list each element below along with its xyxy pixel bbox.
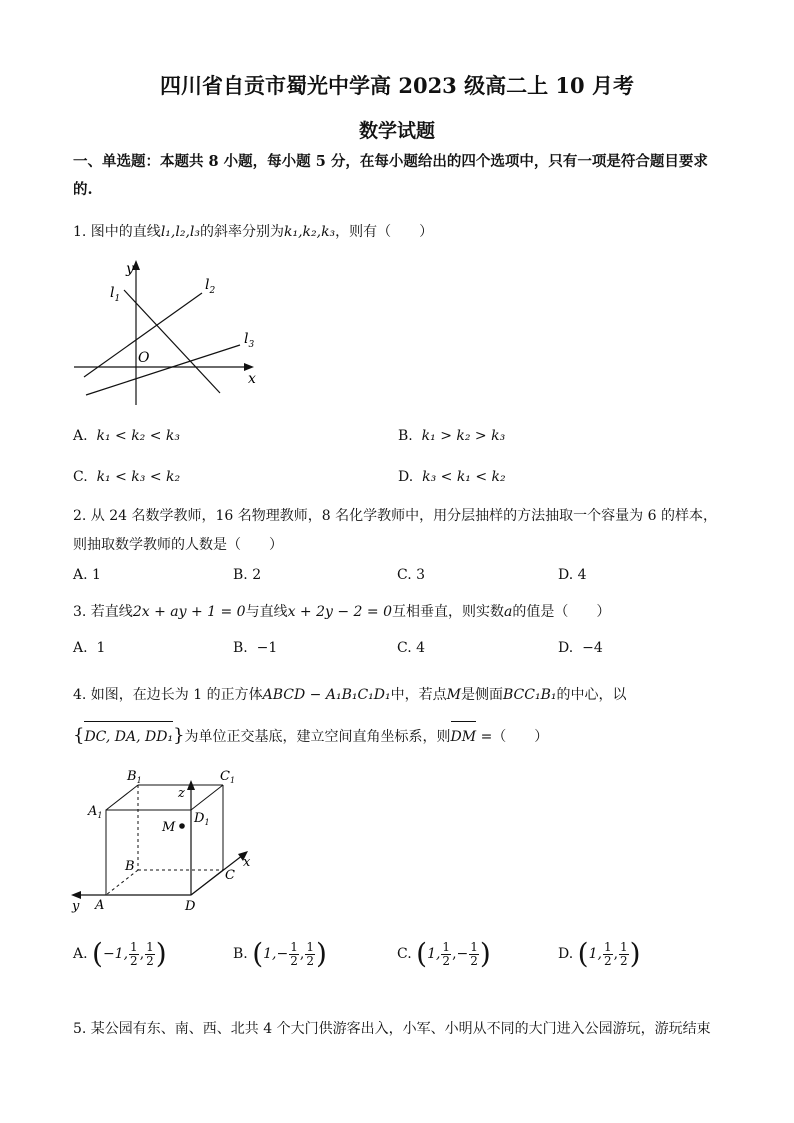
page-title: 四川省自贡市蜀光中学高 2023 级高二上 10 月考: [160, 73, 634, 98]
label-l1: $l_1$: [110, 285, 121, 304]
label-x: x: [248, 371, 256, 387]
label-z: z: [178, 786, 185, 801]
label-M: M: [162, 820, 176, 835]
line-l3: [86, 345, 240, 395]
question-2-option-a[interactable]: A. 1: [73, 567, 101, 583]
question-4-stem-line2: {DC, DA, DD₁}为单位正交基底，建立空间直角坐标系，则DM =（ ）: [73, 722, 723, 751]
label-D1: $D_1$: [194, 811, 210, 827]
label-l3: $l_3$: [244, 331, 255, 350]
question-3-stem: 3. 若直线2x + ay + 1 = 0与直线x + 2y − 2 = 0互相垂直，则实数a的值是（ ）: [73, 604, 611, 620]
question-1-option-a[interactable]: A. k₁ < k₂ < k₃: [73, 428, 181, 444]
label-C: C: [225, 868, 235, 883]
basis-vectors: DC, DA, DD₁: [84, 723, 173, 751]
label-A: A: [95, 898, 105, 913]
label-l2: $l_2$: [205, 277, 216, 296]
question-1-option-b[interactable]: B. k₁ > k₂ > k₃: [398, 428, 506, 444]
x-axis-arrow: [244, 363, 254, 371]
x-axis: [191, 855, 243, 895]
question-2-stem: 2. 从 24 名数学教师，16 名物理教师，8 名化学教师中，用分层抽样的方法抽取一个容量为 6 的样本，则抽取数学教师的人数是（ ）: [73, 508, 717, 553]
question-3-option-d[interactable]: D. −4: [558, 640, 603, 656]
page-subtitle: 数学试题: [358, 120, 435, 142]
question-1-figure: [72, 255, 267, 410]
question-1-option-d[interactable]: D. k₃ < k₁ < k₂: [398, 469, 506, 485]
front-face: [106, 810, 191, 895]
question-4-option-b[interactable]: B. (1,− $\frac{1}{2}$ , $\frac{1}{2}$ ): [233, 937, 327, 970]
question-3-option-b[interactable]: B. −1: [233, 640, 278, 656]
target-vector: DM: [451, 723, 477, 751]
section-heading: 一、单选题：本题共 8 小题，每小题 5 分，在每小题给出的四个选项中，只有一项是符合题目要求的.: [73, 153, 708, 198]
label-B: B: [125, 859, 135, 874]
question-2-option-d[interactable]: D. 4: [558, 567, 587, 583]
edge-A1B1: [106, 785, 138, 810]
question-4-option-c[interactable]: C. (1, $\frac{1}{2}$ ,− $\frac{1}{2}$ ): [397, 937, 491, 970]
label-D: D: [185, 899, 196, 914]
question-3-option-a[interactable]: A. 1: [73, 640, 106, 656]
edge-D1C1: [191, 785, 223, 810]
label-origin: O: [138, 350, 150, 366]
label-x: x: [243, 855, 251, 870]
question-1-stem: 1. 图中的直线l₁,l₂,l₃的斜率分别为k₁,k₂,k₃，则有（ ）: [73, 224, 434, 240]
label-y: y: [126, 261, 134, 277]
question-5-stem: 5. 某公园有东、南、西、北共 4 个大门供游客出入，小军、小明从不同的大门进入公园游玩，游玩结束: [73, 1021, 711, 1037]
label-B1: $B_1$: [127, 769, 142, 785]
question-2-option-b[interactable]: B. 2: [233, 567, 262, 583]
question-3-option-c[interactable]: C. 4: [397, 640, 426, 656]
point-M: [179, 823, 185, 829]
label-y: y: [72, 899, 80, 914]
label-A1: $A_1$: [88, 804, 103, 820]
question-4-option-d[interactable]: D. (1, $\frac{1}{2}$ , $\frac{1}{2}$ ): [558, 937, 641, 970]
question-4-stem-line1: 4. 如图，在边长为 1 的正方体ABCD − A₁B₁C₁D₁中，若点M是侧面BCC₁B₁的中心，以: [73, 687, 627, 703]
question-1-option-c[interactable]: C. k₁ < k₃ < k₂: [73, 469, 181, 485]
y-axis-arrow: [71, 891, 81, 899]
question-4-option-a[interactable]: A. (−1, $\frac{1}{2}$ , $\frac{1}{2}$ ): [73, 937, 167, 970]
label-C1: $C_1$: [220, 769, 236, 785]
question-2-option-c[interactable]: C. 3: [397, 567, 426, 583]
question-4-cube-figure: [68, 762, 268, 917]
